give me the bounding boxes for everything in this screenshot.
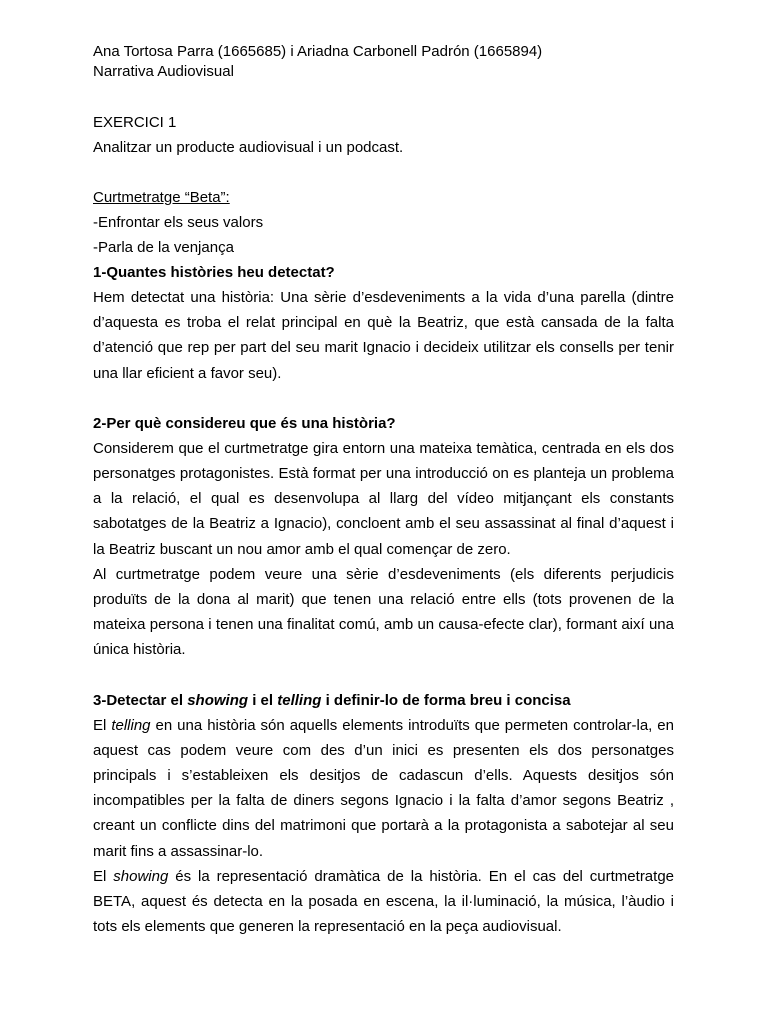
spacer [93, 160, 674, 185]
telling-paragraph [93, 713, 674, 864]
question-3-text: 3-Detectar el [93, 691, 188, 709]
showing-paragraph [93, 864, 674, 940]
showing-term: showing [187, 691, 249, 709]
question-2-answer-paragraph-2: Al curtmetratge podem veure una sèrie d’esdeveniments (els diferents perjudicis produïts de la dona al marit) que tenen una relació entre ells (tots provenen de la mateixa persona i tenen una finalitat comú, amb un causa-efecte clar), formant així una única història. [93, 565, 674, 659]
authors-line: Ana Tortosa Parra (1665685) i Ariadna Carbonell Padrón (1665894) [93, 43, 543, 60]
course-name: Narrativa Audiovisual [93, 63, 234, 80]
telling-text: en una història són aquells elements introduïts que permeten controlar-la, en aquest cas podem veure com des d’un inici es presenten els dos personatges principals i s’estableixen els desitjos de cadascun d’ells. Aquests desitjos són incompatibles per la falta de diners segons Ignacio i la falta d’amor segons Beatriz , creant un conflicte dins del matrimoni que portarà a la protagonista a sabotejar al seu marit fins a assassinar-lo. [93, 716, 674, 860]
showing-intro: El [93, 867, 114, 885]
question-2-answer-paragraph-1: Considerem que el curtmetratge gira entorn una mateixa temàtica, centrada en els dos personatges protagonistes. Està format per una introducció on es planteja un problema a la relació, el qual es desenvolupa al llarg del vídeo mitjançant els constants sabotatges de la Beatriz a Ignacio), concloent amb el seu assassinat al final d’aquest i la Beatriz buscant un nou amor amb el qual començar de zero. [93, 439, 674, 558]
spacer [93, 663, 674, 688]
question-1-heading: 1-Quantes històries heu detectat? [93, 264, 335, 281]
telling-term: telling [111, 716, 151, 734]
spacer [93, 386, 674, 411]
telling-term: telling [277, 691, 322, 709]
question-3-text: i el [248, 691, 278, 709]
showing-text: és la representació dramàtica de la història. En el cas del curtmetratge BETA, aquest és detecta en la posada en escena, la il·luminació, la música, l’àudio i tots els elements que generen la representació en la peça audiovisual. [93, 867, 675, 936]
showing-term: showing [113, 867, 169, 885]
question-2-heading: 2-Per què considereu que és una història? [93, 414, 396, 432]
question-3-text: i definir-lo de forma breu i concisa [321, 691, 571, 709]
question-1-answer: Hem detectat una història: Una sèrie d’esdeveniments a la vida d’una parella (dintre d’aquesta es troba el relat principal en què la Beatriz, que està cansada de la falta d’atenció que rep per part del seu marit Ignacio i decideix utilitzar els consells per tenir una llar eficient a favor seu). [93, 289, 674, 382]
spacer [93, 82, 674, 110]
short-film-heading: Curtmetratge “Beta”: [93, 189, 230, 206]
short-film-point: -Parla de la venjança [93, 239, 234, 256]
telling-intro: El [93, 716, 112, 734]
question-3-heading [93, 688, 674, 713]
exercise-title: EXERCICI 1 [93, 114, 177, 131]
exercise-subtitle: Analitzar un producte audiovisual i un podcast. [93, 139, 404, 156]
short-film-point: -Enfrontar els seus valors [93, 214, 264, 231]
